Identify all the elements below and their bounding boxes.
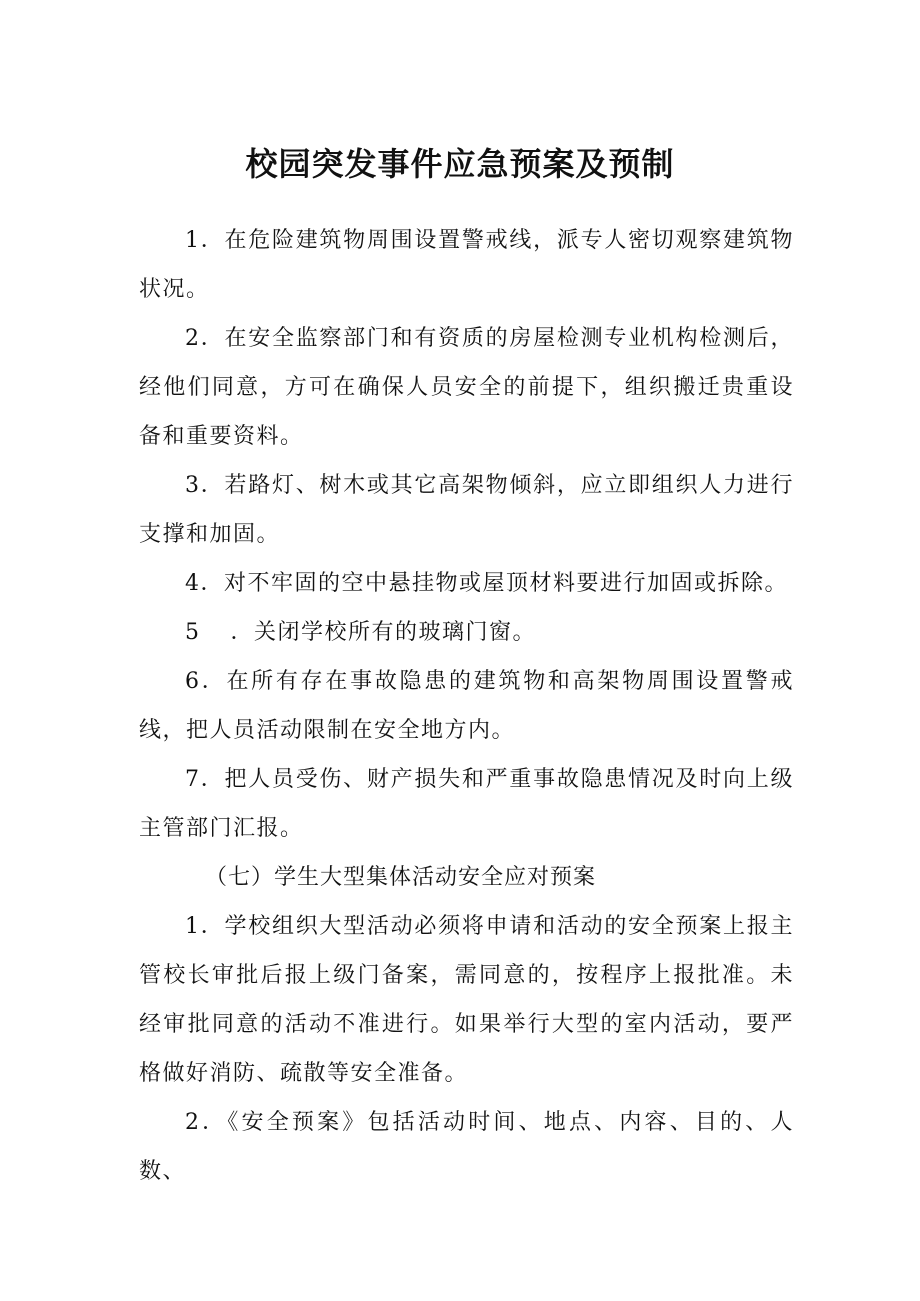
paragraph-5 (139, 608, 794, 657)
document-title: 校园突发事件应急预案及预制 (245, 145, 675, 183)
paragraph-3: 3．若路灯、树木或其它高架物倾斜，应立即组织人力进行支撑和加固。 (139, 473, 794, 547)
paragraph-5-text: ．关闭学校所有的玻璃门窗。 (230, 620, 537, 645)
paragraph-1: 1．在危险建筑物周围设置警戒线，派专人密切观察建筑物状况。 (139, 228, 794, 302)
document-body (139, 216, 794, 1196)
section-heading-7: （七）学生大型集体活动安全应对预案 (205, 865, 597, 890)
paragraph-5-number: 5 (185, 620, 201, 645)
paragraph-6: 6．在所有存在事故隐患的建筑物和高架物周围设置警戒线，把人员活动限制在安全地方内。 (139, 669, 794, 743)
section-7-paragraph-2: 2．《安全预案》包括活动时间、地点、内容、目的、人数、 (139, 1110, 794, 1184)
paragraph-7: 7．把人员受伤、财产损失和严重事故隐患情况及时向上级主管部门汇报。 (139, 767, 794, 841)
paragraph-4: 4．对不牢固的空中悬挂物或屋顶材料要进行加固或拆除。 (185, 571, 788, 596)
paragraph-2: 2．在安全监察部门和有资质的房屋检测专业机构检测后，经他们同意，方可在确保人员安全的前提下，组织搬迁贵重设备和重要资料。 (139, 326, 794, 449)
section-7-paragraph-1: 1．学校组织大型活动必须将申请和活动的安全预案上报主管校长审批后报上级门备案，需同意的，按程序上报批准。未经审批同意的活动不准进行。如果举行大型的室内活动，要严格做好消防、疏散等安全准备。 (139, 914, 794, 1086)
